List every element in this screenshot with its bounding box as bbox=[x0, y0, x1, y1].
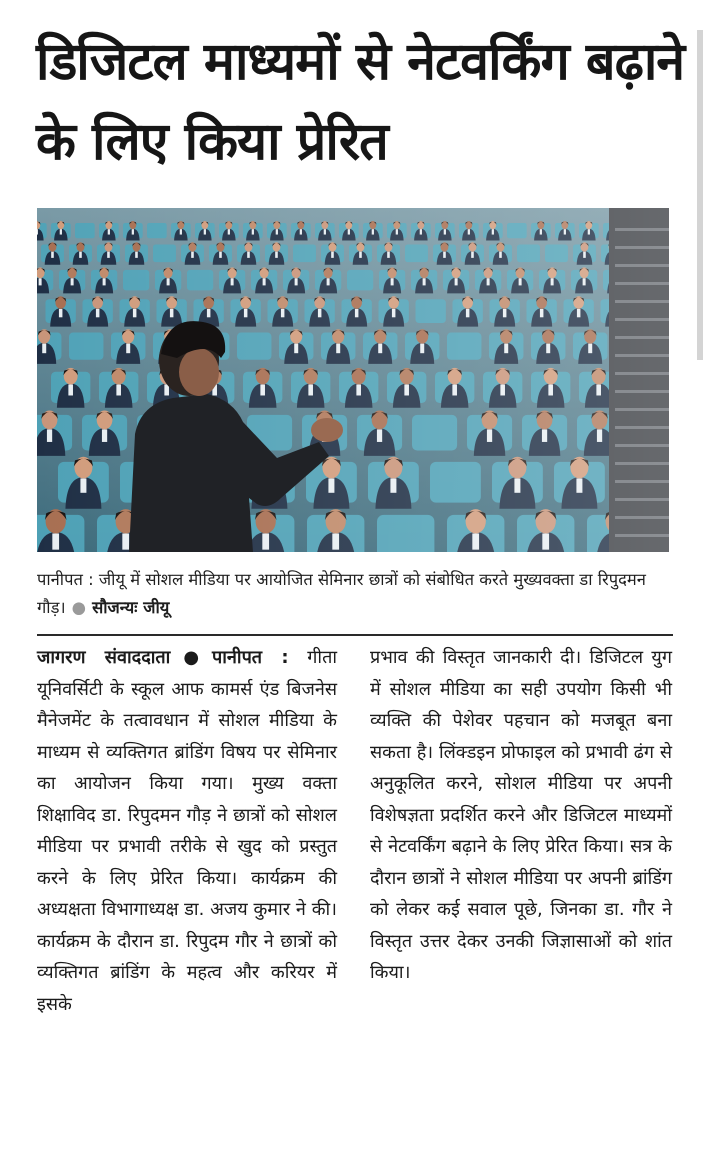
column-rule bbox=[37, 634, 673, 636]
auditorium-photo bbox=[37, 208, 669, 552]
photo-caption bbox=[37, 566, 677, 622]
article-column-left bbox=[37, 642, 337, 1020]
body-text-right: प्रभाव की विस्तृत जानकारी दी। डिजिटल युग में सोशल मीडिया का सही उपयोग किसी भी व्यक्ति की पेशेवर पहचान को मजबूत बना सकता है। लिंक्डइन प्रोफाइल को प्रभावी ढंग से अनुकूलित करने, सोशल मीडिया पर अपनी विशेषज्ञता प्रदर्शित करने और डिजिटल माध्यमों से नेटवर्किंग बढ़ाने के लिए प्रेरित किया। सत्र के दौरान छात्रों ने सोशल मीडिया पर अपनी ब्रांडिंग को लेकर कई सवाल पूछे, जिनका डा. गौर ने विस्तृत उत्तर देकर उनकी जिज्ञासाओं को शांत किया। bbox=[370, 647, 672, 983]
headline: डिजिटल माध्यमों से नेटवर्किंग बढ़ाने के लिए किया प्रेरित bbox=[36, 32, 685, 172]
photo-credit: सौजन्यः जीयू bbox=[92, 598, 170, 617]
byline: जागरण संवाददाता●पानीपत : bbox=[37, 647, 289, 668]
speaker-hand bbox=[311, 418, 343, 442]
body-text-left: गीता यूनिवर्सिटी के स्कूल आफ कामर्स एंड बिजनेस मैनेजमेंट के तत्वावधान में सोशल मीडिया के माध्यम से व्यक्तिगत ब्रांडिंग विषय पर सेमिनार का आयोजन किया गया। मुख्य वक्ता शिक्षाविद डा. रिपुदमन गौड़ ने छात्रों को सोशल मीडिया पर प्रभावी तरीके से खुद को प्रस्तुत करने के लिए प्रेरित किया। कार्यक्रम की अध्यक्षता विभागाध्यक्ष डा. अजय कुमार ने की। कार्यक्रम के दौरान डा. रिपुदम गौर ने छात्रों को व्यक्तिगत ब्रांडिंग के महत्व और करियर में इसके bbox=[37, 647, 337, 1015]
page-edge-line bbox=[697, 30, 703, 360]
caption-text: पानीपत : जीयू में सोशल मीडिया पर आयोजित सेमिनार छात्रों को संबोधित करते मुख्यवक्ता डा रिपुदमन गौड़। bbox=[37, 570, 646, 617]
news-photo bbox=[37, 208, 669, 552]
article-column-right bbox=[370, 642, 672, 989]
caption-separator-dot: ● bbox=[71, 598, 87, 617]
